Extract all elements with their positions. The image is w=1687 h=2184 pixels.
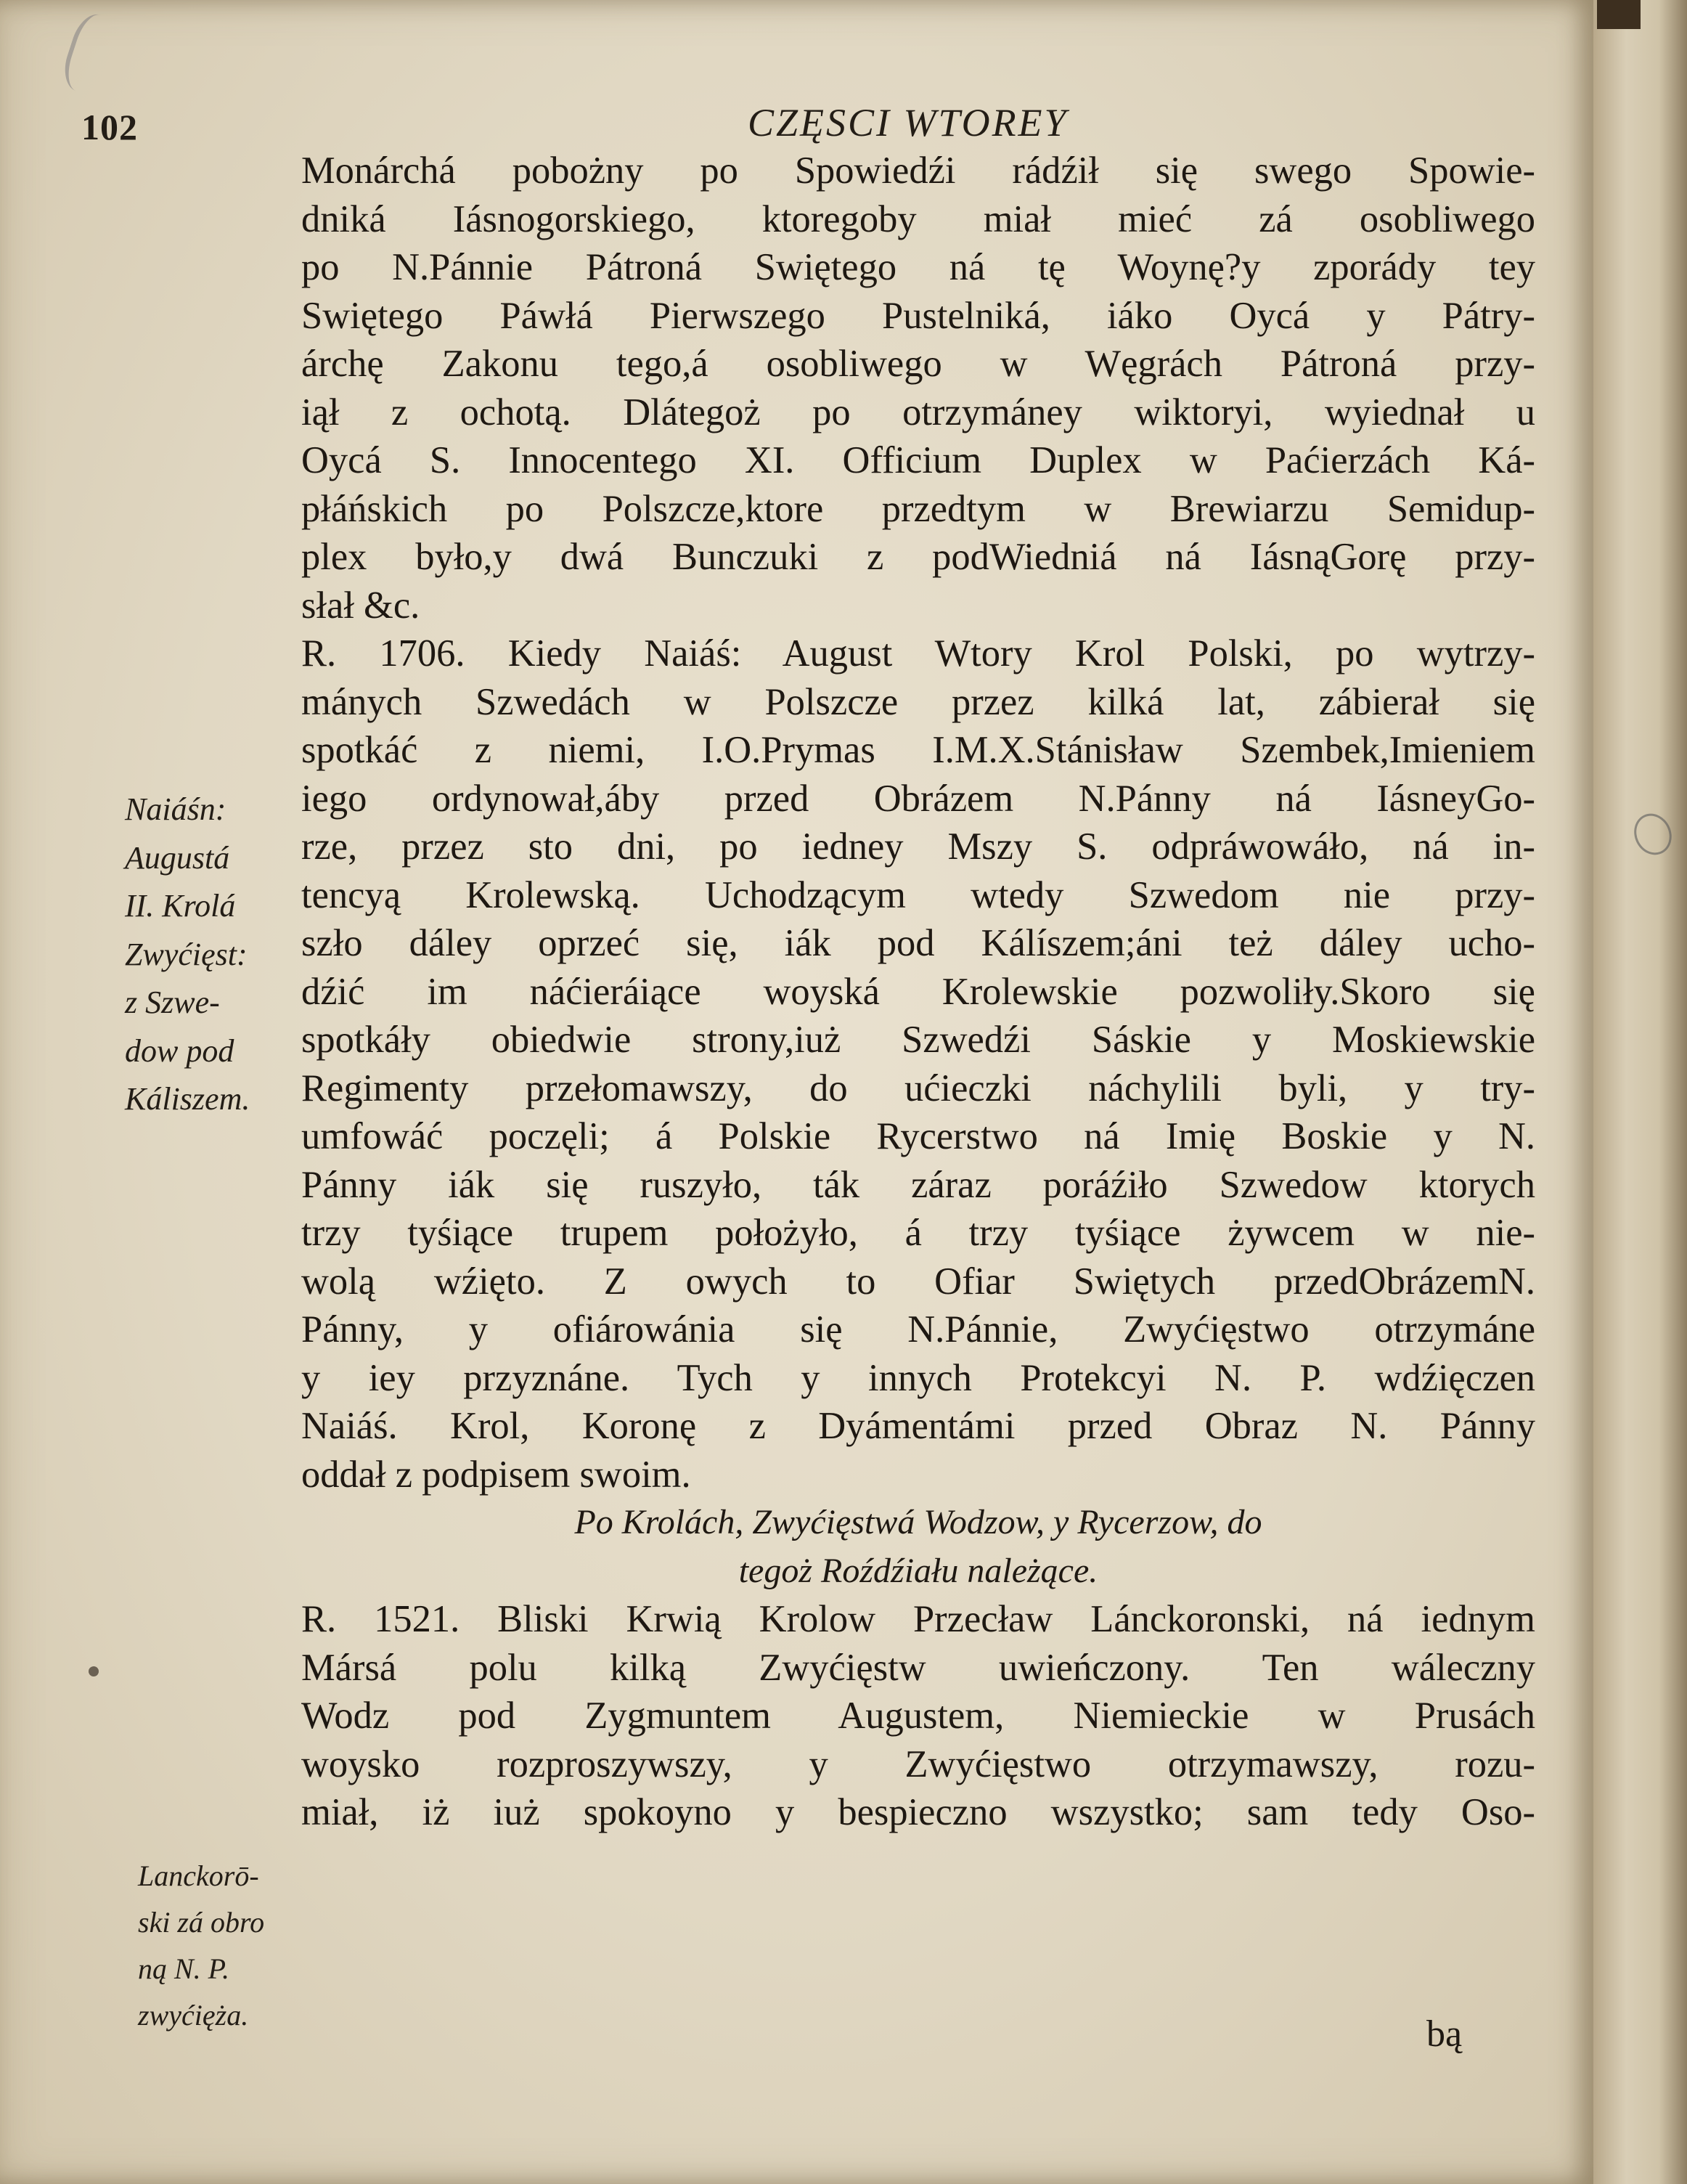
text-line: iego ordynował,áby przed Obrázem N.Pánny ná IásneyGo- <box>301 777 1535 820</box>
main-text <box>301 147 1535 1837</box>
text-line: Pánny iák się ruszyło, ták záraz poráźiło Szwedow ktorych <box>301 1163 1535 1206</box>
text-line: Regimenty przełomawszy, do ućieczki náchylili byli, y try- <box>301 1067 1535 1109</box>
margin-note-line: Augustá <box>125 839 230 876</box>
text-line: tencyą Krolewską. Uchodzącym wtedy Szwedom nie przy- <box>301 873 1535 916</box>
text-line: Oycá S. Innocentego XI. Officium Duplex w Paćierzách Ká- <box>301 439 1535 481</box>
ink-spot <box>89 1666 99 1676</box>
section-heading-line-2: tegoż Roźdźiału należące. <box>738 1551 1098 1590</box>
margin-note-line: Naiáśn: <box>125 791 226 827</box>
text-line: płáńskich po Polszcze,ktore przedtym w Brewiarzu Semidup- <box>301 487 1535 530</box>
margin-note-line: z Szwe- <box>125 985 220 1020</box>
text-line: R. 1521. Bliski Krwią Krolow Przecław Lánckoronski, ná iednym <box>301 1598 1535 1640</box>
text-line: Wodz pod Zygmuntem Augustem, Niemieckie w Prusách <box>301 1695 1535 1737</box>
margin-note-line: Káliszem. <box>125 1081 250 1117</box>
text-line: rze, przez sto dni, po iedney Mszy S. odpráwowáło, ná in- <box>301 826 1535 868</box>
margin-notes <box>125 786 306 1124</box>
text-line: szło dáley oprzeć się, iák pod Kálíszem;áni też dáley ucho- <box>301 922 1535 964</box>
text-line: y iey przyznáne. Tych y innych Protekcyi N. P. wdźięczen <box>301 1356 1535 1399</box>
margin-note-line: ną N. P. <box>138 1952 229 1985</box>
text-line: dniká Iásnogorskiego, ktoregoby miał mieć zá osobliwego <box>301 197 1535 240</box>
text-line: iął z ochotą. Dlátegoż po otrzymáney wiktoryi, wyiednał u <box>301 391 1535 433</box>
text-line: umfowáć poczęli; á Polskie Rycerstwo ná Imię Boskie y N. <box>301 1115 1535 1157</box>
text-line: plex było,y dwá Bunczuki z podWiedniá ná IásnąGorę przy- <box>301 536 1535 578</box>
book-gutter <box>1593 0 1687 2184</box>
text-line: po N.Pánnie Pátroná Swiętego ná tę Woynę?y zporády tey <box>301 246 1535 288</box>
text-line: woysko rozproszywszy, y Zwyćięstwo otrzymawszy, rozu- <box>301 1743 1535 1785</box>
page-number: 102 <box>81 107 138 147</box>
margin-note-line: Lanckorō- <box>138 1859 259 1892</box>
running-title: CZĘSCI WTOREY <box>748 101 1069 144</box>
pencil-mark <box>58 9 128 99</box>
text-line: Pánny, y ofiárowánia się N.Pánnie, Zwyćięstwo otrzymáne <box>301 1308 1535 1350</box>
catchword: bą <box>1426 2013 1463 2055</box>
margin-note-line: II. Krolá <box>125 888 236 924</box>
text-line: oddał z podpisem swoim. <box>301 1453 691 1496</box>
text-line: trzy tyśiące trupem położyło, á trzy tyśiące żywcem w nie- <box>301 1212 1535 1254</box>
margin-note-line: dow pod <box>125 1032 234 1069</box>
text-line: spotkáć z niemi, I.O.Prymas I.M.X.Stánisław Szembek,Imieniem <box>301 729 1535 771</box>
section-heading-line-1: Po Krolách, Zwyćięstwá Wodzow, y Rycerzow, do <box>574 1503 1262 1541</box>
text-line: słał &c. <box>301 584 420 627</box>
text-line: árchę Zakonu tego,á osobliwego w Węgrách Pátroná przy- <box>301 343 1535 385</box>
text-line: miał, iż iuż spokoyno y bespieczno wszystko; sam tedy Oso- <box>301 1791 1535 1833</box>
text-line: Mársá polu kilką Zwyćięstw uwieńczony. Ten wáleczny <box>301 1646 1535 1689</box>
text-line: spotkáły obiedwie strony,iuż Szwedźi Sáskie y Moskiewskie <box>301 1019 1535 1061</box>
text-line: Naiáś. Krol, Koronę z Dyámentámi przed Obraz N. Pánny <box>301 1405 1535 1447</box>
margin-note-line: Zwyćięst: <box>125 936 248 972</box>
text-line: dźić im náćieráiące woyská Krolewskie pozwoliły.Skoro się <box>301 970 1535 1013</box>
margin-note-line: zwyćięża. <box>138 1999 249 2032</box>
text-line: mánych Szwedách w Polszcze przez kilká lat, zábierał się <box>301 680 1535 723</box>
text-line: Monárchá pobożny po Spowiedźi rádźił się swego Spowie- <box>301 150 1535 192</box>
text-line: Swiętego Páwłá Pierwszego Pustelniká, iáko Oycá y Pátry- <box>301 294 1535 337</box>
margin-note-line: ski zá obro <box>138 1906 265 1939</box>
margin-notes-lower <box>138 1853 312 2039</box>
binding-strip <box>1597 0 1641 29</box>
page-header <box>0 94 1593 152</box>
text-line: R. 1706. Kiedy Naiáś: August Wtory Krol Polski, po wytrzy- <box>301 632 1535 675</box>
text-line: wolą wźięto. Z owych to Ofiar Swiętych przedObrázemN. <box>301 1260 1535 1303</box>
